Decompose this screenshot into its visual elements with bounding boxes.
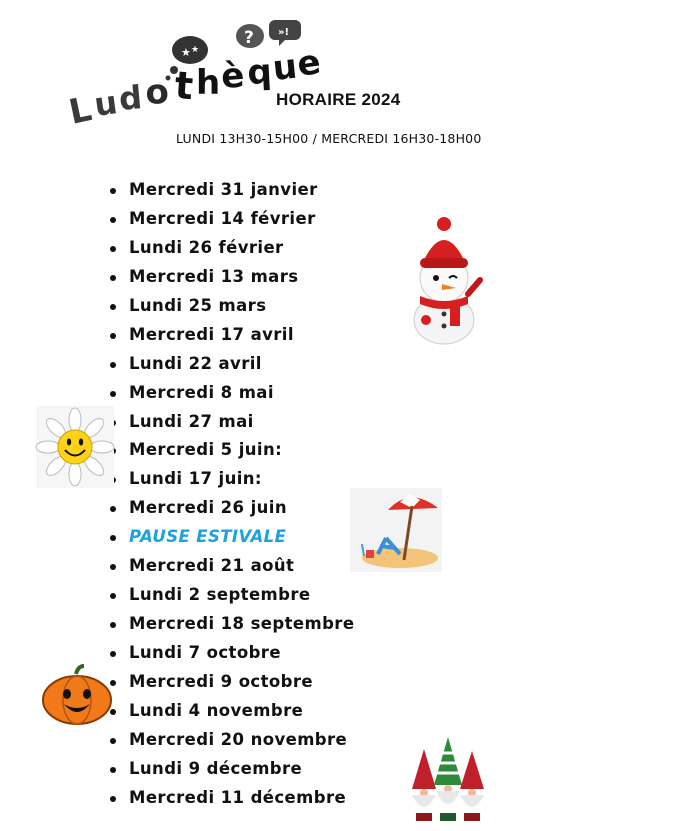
list-item: Mercredi 17 avril — [107, 322, 354, 351]
svg-text:q: q — [246, 51, 273, 93]
list-item: Mercredi 18 septembre — [107, 611, 354, 640]
beach-umbrella-icon — [350, 488, 442, 572]
svg-text:d: d — [117, 78, 144, 118]
smiling-daisy-icon — [36, 406, 114, 488]
list-item: Lundi 22 avril — [107, 351, 354, 380]
list-item: Lundi 2 septembre — [107, 582, 354, 611]
svg-text:o: o — [144, 71, 170, 113]
dates-list — [107, 177, 354, 814]
list-item: Mercredi 13 mars — [107, 264, 354, 293]
svg-text:★: ★ — [191, 45, 200, 55]
list-item: Lundi 25 mars — [107, 293, 354, 322]
list-item: Lundi 4 novembre — [107, 698, 354, 727]
list-item: Mercredi 11 décembre — [107, 785, 354, 814]
question-mark-icon — [236, 24, 264, 48]
list-item: Mercredi 20 novembre — [107, 727, 354, 756]
opening-hours: LUNDI 13H30-15H00 / MERCREDI 16H30-18H00 — [176, 131, 482, 146]
list-item: Mercredi 8 mai — [107, 380, 354, 409]
summer-break-item: PAUSE ESTIVALE — [107, 524, 354, 553]
svg-text:h: h — [196, 63, 221, 103]
list-item: Mercredi 5 juin: — [107, 437, 354, 466]
svg-text:u: u — [91, 83, 120, 124]
svg-text:è: è — [219, 55, 246, 97]
list-item: Mercredi 31 janvier — [107, 177, 354, 206]
svg-text:L: L — [65, 89, 96, 133]
svg-text:»!: »! — [278, 27, 290, 38]
pumpkin-icon — [40, 664, 114, 726]
svg-text:t: t — [173, 63, 195, 109]
list-item: Lundi 17 juin: — [107, 466, 354, 495]
svg-text:★: ★ — [181, 46, 191, 59]
list-item: Mercredi 26 juin — [107, 495, 354, 524]
list-item: Lundi 9 décembre — [107, 756, 354, 785]
page-title: HORAIRE 2024 — [276, 90, 401, 109]
list-item: Lundi 26 février — [107, 235, 354, 264]
list-item: Mercredi 14 février — [107, 206, 354, 235]
list-item: Lundi 27 mai — [107, 409, 354, 438]
svg-text:u: u — [270, 46, 300, 89]
ludotheque-logo — [65, 14, 330, 133]
speech-bubble-icon — [269, 20, 301, 46]
list-item: Mercredi 9 octobre — [107, 669, 354, 698]
list-item: Mercredi 21 août — [107, 553, 354, 582]
snowman-icon — [404, 214, 488, 348]
list-item: Lundi 7 octobre — [107, 640, 354, 669]
svg-text:?: ? — [244, 28, 254, 48]
svg-text:e: e — [294, 42, 324, 85]
christmas-gnomes-icon — [400, 733, 496, 825]
